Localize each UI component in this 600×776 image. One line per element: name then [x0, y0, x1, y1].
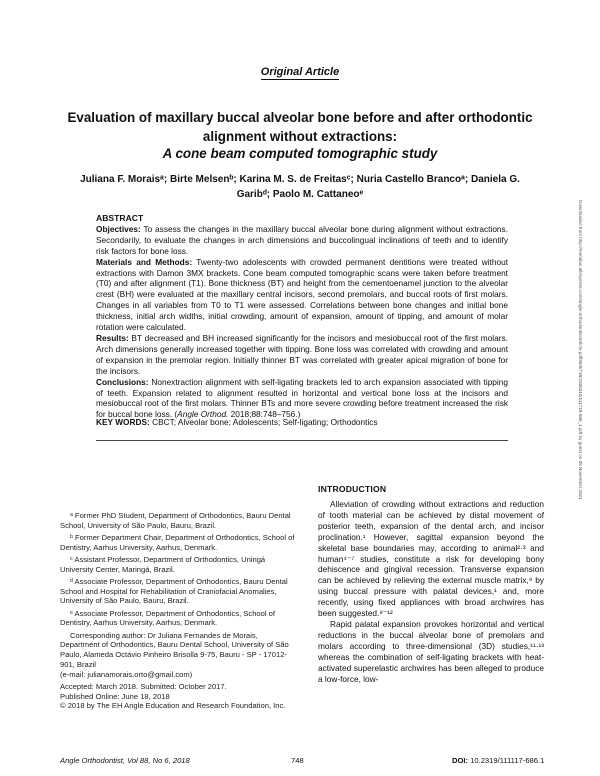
- author-line: Juliana F. Moraisᵃ; Birte Melsenᵇ; Karina M. S. de Freitasᶜ; Nuria Castello Brancoᵃ; Daniela G.: [80, 174, 520, 185]
- abstract-objectives: Objectives: To assess the changes in the maxillary buccal alveolar bone during alignment without extractions. Secondarily, to evaluate the changes in arch dimensions and buccolingual inclinations of teeth and to identify risk factors for bone loss.: [96, 223, 508, 256]
- keywords: KEY WORDS: CBCT; Alveolar bone; Adolescents; Self-ligating; Orthodontics: [96, 417, 378, 427]
- abstract-conclusions: Conclusions: Nonextraction alignment with self-ligating brackets led to arch expansion associated with tipping of teeth. Expansion related to alignment resulted in horizontal and vertical bone loss at the incisors and mesiobuccal root of the first molars. Thinner BTs and more severe crowding before treatment increased the risk for buccal bone loss. (Angle Orthod. 2018;88:748–756.): [96, 376, 508, 420]
- contact-email: (e-mail: julianamorais.orto@gmail.com): [60, 669, 193, 679]
- page-number: 748: [291, 756, 304, 765]
- article-type-label: Original Article: [260, 66, 340, 78]
- introduction-body: [318, 499, 544, 684]
- footnote: ᶜ Assistant Professor, Department of Orthodontics, Uningá University Center, Maringá, Brazil.: [60, 555, 266, 574]
- accepted-date: Accepted: March 2018. Submitted: October 2017.: [60, 682, 227, 691]
- paragraph: Alleviation of crowding without extractions and reduction of tooth material can be achieved by distal movement of posterior teeth, expansion of the dental arch, and incisor proclination.¹ However, sagittal expansion beyond the skeletal base boundaries may, according to animal²·³ and human⁴⁻⁷ studies, constitute a risk for developing bony dehiscence and gingival recession. Transverse expansion can be achieved by relieving the external muscle matrix,⁸ by using buccal pressure with palatal devices,¹ and, more recently, using fixed appliances with broad archwires has been suggested.⁹⁻¹²: [318, 499, 544, 619]
- abstract-results: Results: BT decreased and BH increased significantly for the incisors and mesiobuccal root of the first molars. Arch dimensions generally increased together with tipping. Bone loss was correlated with crowding and amount of expansion in the premolar region. Initially thinner BT was correlated with greater apical migration of bone for the incisors.: [96, 332, 508, 376]
- journal-citation: Angle Orthodontist, Vol 88, No 6, 2018: [60, 756, 190, 765]
- paragraph: Rapid palatal expansion provokes horizontal and vertical reductions in the buccal alveolar bone of premolars and molars according to three-dimensional (3D) studies,¹¹·¹³ whereas the combination of self-ligating brackets with heat-activated superelastic archwires has been alleged to produce a low-force, low-: [318, 618, 544, 684]
- doi: DOI: 10.2319/111117-686.1: [452, 756, 545, 765]
- footnote: ᵃ Former PhD Student, Department of Orthodontics, Bauru Dental School, University of São Paulo, Bauru, Brazil.: [60, 511, 291, 530]
- abstract: [96, 213, 508, 420]
- footnote: ᵈ Associate Professor, Department of Orthodontics, Bauru Dental School and Hospital for Rehabilitation of Craniofacial Anomalies, University of São Paulo, Bauru, Brazil.: [60, 577, 288, 606]
- published-date: Published Online: June 18, 2018: [60, 691, 170, 701]
- footnote: ᵉ Associate Professor, Department of Orthodontics, School of Dentistry, Aarhus University, Aarhus, Denmark.: [60, 608, 276, 628]
- author-list: [70, 172, 530, 202]
- article-title: Evaluation of maxillary buccal alveolar bone before and after orthodontic alignment without extractions:: [67, 110, 533, 144]
- affiliation-footnotes: [60, 511, 296, 679]
- abstract-heading: ABSTRACT: [96, 213, 144, 223]
- introduction-heading: INTRODUCTION: [318, 484, 387, 494]
- abstract-methods: Materials and Methods: Twenty-two adolescents with crowded permanent dentitions were treated without extractions with Damon 3MX brackets. Cone beam computed tomographic scans were taken before treatment (T0) and after alignment (T1). Bone thickness (BT) and height from the cementoenamel junction to the alveolar crest (BH) were evaluated at the maxillary central incisors, second premolars, and buccal roots of first molars. Changes in all variables from T0 to T1 were assessed. Correlations between bone changes and initial bone thickness, initial arch widths, initial crowding, amount of expansion, amount of tipping, and amount of molar rotation were calculated.: [96, 256, 509, 333]
- footnote: ᵇ Former Department Chair, Department of Orthodontics, School of Dentistry, Aarhus University, Aarhus, Denmark.: [60, 533, 295, 552]
- correspondence: Corresponding author: Dr Juliana Fernandes de Morais, Department of Orthodontics, Bauru Dental School, University of São Paulo, Alameda Octávio Pinheiro Brisolla 9-75, Bauru - SP - 17012-901, Brazil: [60, 630, 289, 669]
- section-divider: [96, 440, 508, 441]
- article-subtitle: A cone beam computed tomographic study: [162, 146, 438, 161]
- article-dates: [60, 682, 296, 711]
- download-watermark: Downloaded from http://meridian.allenpress.com/angle-orthodontist/article-pdf/88/6/748/2336310/111718-686_1.pdf by guest on 05 November 2021: [578, 200, 583, 500]
- copyright-notice: © 2018 by The EH Angle Education and Research Foundation, Inc.: [60, 701, 286, 711]
- author-line: Garibᵈ; Paolo M. Cattaneoᵉ: [236, 189, 364, 200]
